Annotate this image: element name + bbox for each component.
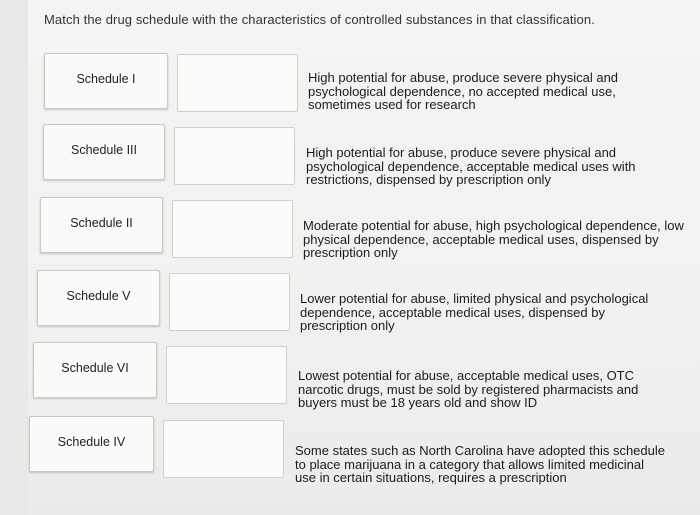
schedule-description: Lower potential for abuse, limited physical and psychological dependence, acceptable medical uses, dispensed by prescription only <box>300 291 649 333</box>
drop-target-slot[interactable] <box>169 273 290 331</box>
schedule-drag-item[interactable]: Schedule IV <box>29 416 154 472</box>
schedule-description: Moderate potential for abuse, high psychological dependence, low physical dependence, acceptable medical uses, dispensed by prescription only <box>303 218 684 260</box>
question-prompt: Match the drug schedule with the characteristics of controlled substances in that classification. <box>44 12 595 27</box>
schedule-drag-item[interactable]: Schedule III <box>43 124 165 180</box>
schedule-drag-item[interactable]: Schedule VI <box>33 342 157 398</box>
drop-target-slot[interactable] <box>163 420 284 478</box>
drop-target-slot[interactable] <box>177 54 298 112</box>
schedule-description: Lowest potential for abuse, acceptable medical uses, OTC narcotic drugs, must be sold by registered pharmacists and buyers must be 18 years old and show ID <box>298 368 639 410</box>
drop-target-slot[interactable] <box>166 346 287 404</box>
schedule-drag-item[interactable]: Schedule V <box>37 270 160 326</box>
schedule-description: High potential for abuse, produce severe physical and psychological dependence, acceptable medical uses with restrictions, dispensed by prescription only <box>306 145 636 187</box>
schedule-drag-item[interactable]: Schedule I <box>44 53 168 109</box>
drop-target-slot[interactable] <box>172 200 293 258</box>
schedule-description: High potential for abuse, produce severe physical and psychological dependence, no accepted medical use, sometimes used for research <box>308 70 619 112</box>
drop-target-slot[interactable] <box>174 127 295 185</box>
schedule-drag-item[interactable]: Schedule II <box>40 197 163 253</box>
schedule-description: Some states such as North Carolina have adopted this schedule to place marijuana in a category that allows limited medicinal use in certain situations, requires a prescription <box>295 443 665 485</box>
